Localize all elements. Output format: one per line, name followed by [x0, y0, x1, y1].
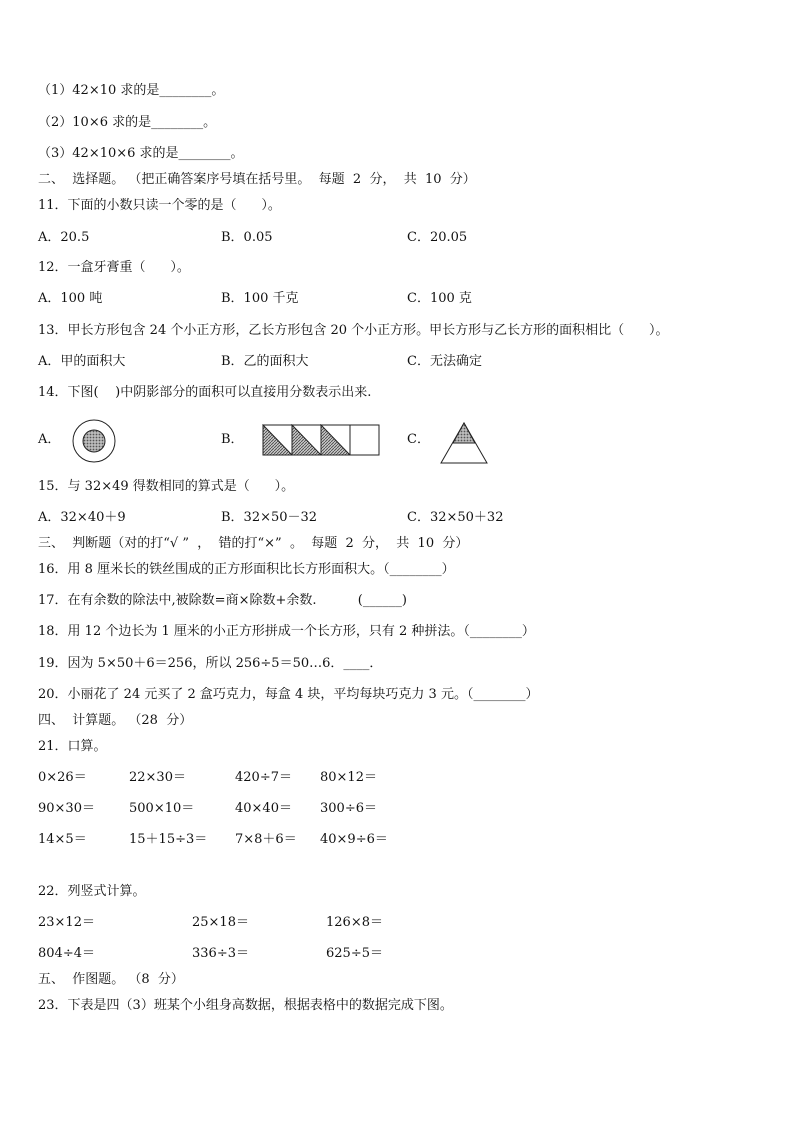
mental-math-item: 14×5＝ — [38, 832, 87, 847]
vertical-calc-item: 126×8＝ — [326, 915, 383, 930]
mental-math-item: 300÷6＝ — [320, 801, 377, 816]
judge-item-19: 19．因为 5×50＋6＝256，所以 256÷5＝50…6．____． — [38, 656, 383, 671]
mental-math-row — [38, 801, 738, 817]
mental-math-item: 22×30＝ — [129, 770, 186, 785]
mental-math-item: 80×12＝ — [320, 770, 377, 785]
fill-question-2: （2）10×6 求的是________。 — [38, 115, 217, 130]
judge-item-17: 17．在有余数的除法中,被除数=商×除数+余数. (______) — [38, 593, 407, 608]
mental-math-item: 40×9÷6＝ — [320, 832, 388, 847]
mental-math-item: 500×10＝ — [129, 801, 195, 816]
figure-c-triangle — [439, 421, 489, 465]
figure-a-concentric-circles — [71, 418, 117, 464]
question-15-stem: 15．与 32×49 得数相同的算式是（ ）。 — [38, 479, 295, 494]
judge-item-18: 18．用 12 个边长为 1 厘米的小正方形拼成一个长方形，只有 2 种拼法。（________） — [38, 624, 535, 639]
mental-math-item: 40×40＝ — [235, 801, 292, 816]
vertical-calc-item: 625÷5＝ — [326, 946, 383, 961]
judge-item-16: 16．用 8 厘米长的铁丝围成的正方形面积比长方形面积大。（________） — [38, 562, 455, 577]
option-a: A．100 吨 — [38, 291, 103, 306]
option-c: C．100 克 — [407, 291, 472, 306]
section-2-title: 二、 选择题。 （把正确答案序号填在括号里。 每题 2 分， 共 10 分） — [38, 172, 476, 187]
vertical-calc-item: 25×18＝ — [192, 915, 249, 930]
question-13-stem: 13．甲长方形包含 24 个小正方形，乙长方形包含 20 个小正方形。甲长方形与乙长方形的面积相比（ ）。 — [38, 323, 669, 338]
vertical-calc-item: 336÷3＝ — [192, 946, 249, 961]
question-22-stem: 22．列竖式计算。 — [38, 884, 146, 899]
question-11-stem: 11．下面的小数只读一个零的是（ ）。 — [38, 198, 281, 213]
section-4-title: 四、 计算题。 （28 分） — [38, 713, 193, 728]
vertical-calc-item: 804÷4＝ — [38, 946, 95, 961]
mental-math-item: 90×30＝ — [38, 801, 95, 816]
question-12-stem: 12．一盒牙膏重（ ）。 — [38, 260, 190, 275]
mental-math-item: 15＋15÷3＝ — [129, 832, 208, 847]
mental-math-item: 7×8＋6＝ — [235, 832, 297, 847]
figure-b-label: B． — [221, 432, 244, 447]
fill-question-1: （1）42×10 求的是________。 — [38, 83, 225, 98]
vertical-calc-row — [38, 915, 738, 931]
fill-question-3: （3）42×10×6 求的是________。 — [38, 146, 244, 161]
question-11-options — [38, 230, 738, 246]
option-c: C．无法确定 — [407, 354, 482, 369]
option-b: B．100 千克 — [221, 291, 299, 306]
figure-c-label: C． — [407, 432, 430, 447]
mental-math-item: 420÷7＝ — [235, 770, 292, 785]
option-a: A．20.5 — [38, 230, 90, 245]
question-14-figures — [38, 416, 738, 466]
judge-item-20: 20．小丽花了 24 元买了 2 盒巧克力，每盒 4 块，平均每块巧克力 3 元。（________） — [38, 687, 539, 702]
question-23-stem: 23．下表是四（3）班某个小组身高数据，根据表格中的数据完成下图。 — [38, 998, 453, 1013]
question-12-options — [38, 291, 738, 307]
question-13-options — [38, 354, 738, 370]
mental-math-row — [38, 770, 738, 786]
option-a: A．甲的面积大 — [38, 354, 126, 369]
section-3-title: 三、 判断题（对的打“√ ” ， 错的打“×” 。 每题 2 分， 共 10 分） — [38, 536, 469, 551]
section-5-title: 五、 作图题。 （8 分） — [38, 972, 184, 987]
option-c: C．20.05 — [407, 230, 468, 245]
vertical-calc-item: 23×12＝ — [38, 915, 95, 930]
option-a: A．32×40＋9 — [38, 510, 126, 525]
figure-b-squares-with-triangles — [262, 424, 384, 458]
question-15-options — [38, 510, 738, 526]
mental-math-item: 0×26＝ — [38, 770, 87, 785]
option-c: C．32×50＋32 — [407, 510, 504, 525]
vertical-calc-row — [38, 946, 738, 962]
question-14-stem: 14．下图( )中阴影部分的面积可以直接用分数表示出来. — [38, 385, 372, 400]
question-21-stem: 21．口算。 — [38, 739, 107, 754]
option-b: B．0.05 — [221, 230, 273, 245]
mental-math-row — [38, 832, 738, 848]
option-b: B．32×50－32 — [221, 510, 318, 525]
figure-a-label: A． — [38, 432, 61, 447]
option-b: B．乙的面积大 — [221, 354, 309, 369]
